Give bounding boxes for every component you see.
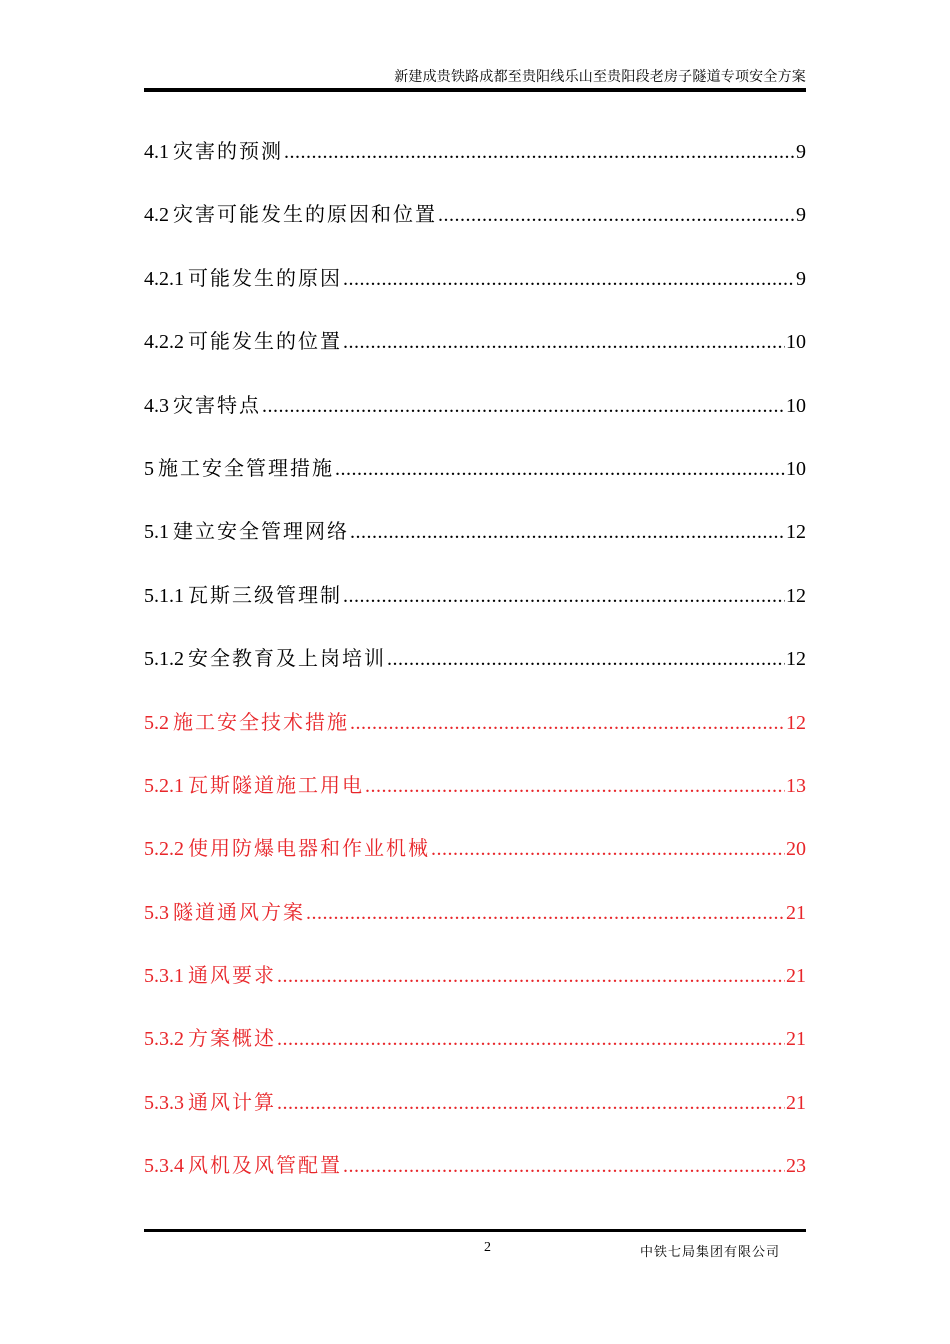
toc-entry-number: 5.3.2 [144,1028,184,1051]
toc-entry-page: 21 [786,965,806,988]
toc-dot-leader [350,692,785,755]
toc-entry-page: 9 [796,267,806,290]
toc-dot-leader [343,1135,785,1198]
toc-dot-leader [306,882,785,945]
toc-entry-title: 灾害的预测 [173,139,283,163]
toc-entry[interactable] [144,564,806,627]
toc-entry-page: 10 [786,457,806,480]
toc-dot-leader [438,184,795,247]
toc-entry-title: 通风计算 [188,1089,276,1114]
toc-entry[interactable] [144,120,806,183]
toc-entry-title: 建立安全管理网络 [173,519,349,544]
toc-entry-page: 10 [786,331,806,354]
toc-dot-leader [277,1008,785,1071]
toc-entry-title: 可能发生的原因 [188,265,342,290]
toc-entry-page: 21 [786,1028,806,1051]
toc-entry-title: 安全教育及上岗培训 [188,646,386,671]
toc-entry-title: 通风要求 [188,963,276,988]
table-of-contents [144,120,806,1198]
toc-entry-number: 5.1 [144,521,169,544]
toc-dot-leader [343,248,795,311]
toc-entry-title: 灾害特点 [173,392,261,417]
page-header-title: 新建成贵铁路成都至贵阳线乐山至贵阳段老房子隧道专项安全方案 [394,69,806,85]
toc-entry-number: 4.1 [144,141,169,163]
toc-entry-title: 隧道通风方案 [173,899,305,924]
toc-dot-leader [343,565,785,628]
toc-entry-page: 21 [786,901,806,924]
toc-entry-title: 方案概述 [188,1026,276,1051]
toc-entry-number: 5.3.1 [144,965,184,988]
toc-entry-number: 5.2.1 [144,774,184,797]
toc-entry[interactable] [144,500,806,563]
toc-entry-number: 4.3 [144,394,169,417]
toc-dot-leader [284,121,795,184]
toc-entry-title: 灾害可能发生的原因和位置 [173,202,437,227]
toc-entry[interactable] [144,1007,806,1070]
toc-entry-number: 5.1.2 [144,648,184,671]
toc-entry[interactable] [144,944,806,1007]
toc-dot-leader [277,1072,785,1135]
toc-dot-leader [365,755,785,818]
toc-entry-title: 使用防爆电器和作业机械 [188,836,430,861]
toc-entry-page: 12 [786,521,806,544]
toc-entry[interactable] [144,1134,806,1197]
toc-entry[interactable] [144,1071,806,1134]
toc-entry-number: 5.1.1 [144,584,184,607]
toc-entry[interactable] [144,374,806,437]
toc-entry-number: 5 [144,457,154,480]
toc-dot-leader [335,438,785,501]
toc-entry-number: 4.2.2 [144,331,184,354]
toc-entry-page: 12 [786,584,806,607]
toc-entry[interactable] [144,881,806,944]
header-divider [144,88,806,92]
toc-entry-number: 4.2.1 [144,267,184,290]
toc-entry-title: 瓦斯三级管理制 [188,582,342,607]
footer-divider [144,1229,806,1232]
toc-dot-leader [277,945,785,1008]
toc-dot-leader [387,628,785,691]
toc-entry-number: 5.3.3 [144,1091,184,1114]
toc-dot-leader [262,375,785,438]
toc-entry[interactable] [144,183,806,246]
toc-entry-page: 12 [786,711,806,734]
toc-entry-page: 12 [786,648,806,671]
toc-entry[interactable] [144,437,806,500]
toc-entry-page: 9 [796,141,806,163]
toc-entry[interactable] [144,754,806,817]
toc-entry-title: 瓦斯隧道施工用电 [188,772,364,797]
footer-page-number: 2 [484,1240,491,1255]
toc-dot-leader [350,501,785,564]
toc-entry-page: 10 [786,394,806,417]
toc-entry-number: 5.2 [144,711,169,734]
toc-entry-page: 20 [786,838,806,861]
toc-entry[interactable] [144,310,806,373]
toc-entry-title: 施工安全技术措施 [173,709,349,734]
toc-entry-page: 23 [786,1155,806,1178]
toc-entry[interactable] [144,691,806,754]
toc-entry-number: 5.3 [144,901,169,924]
toc-entry[interactable] [144,247,806,310]
toc-entry-title: 可能发生的位置 [188,329,342,354]
toc-entry-number: 4.2 [144,204,169,227]
toc-entry-number: 5.3.4 [144,1155,184,1178]
toc-entry-number: 5.2.2 [144,838,184,861]
toc-dot-leader [431,818,785,881]
toc-entry-title: 施工安全管理措施 [158,455,334,480]
toc-dot-leader [343,311,785,374]
footer-company-name: 中铁七局集团有限公司 [639,1245,780,1260]
toc-entry[interactable] [144,817,806,880]
toc-entry-page: 9 [796,204,806,227]
toc-entry[interactable] [144,627,806,690]
toc-entry-page: 21 [786,1091,806,1114]
toc-entry-title: 风机及风管配置 [188,1153,342,1178]
toc-entry-page: 13 [786,774,806,797]
